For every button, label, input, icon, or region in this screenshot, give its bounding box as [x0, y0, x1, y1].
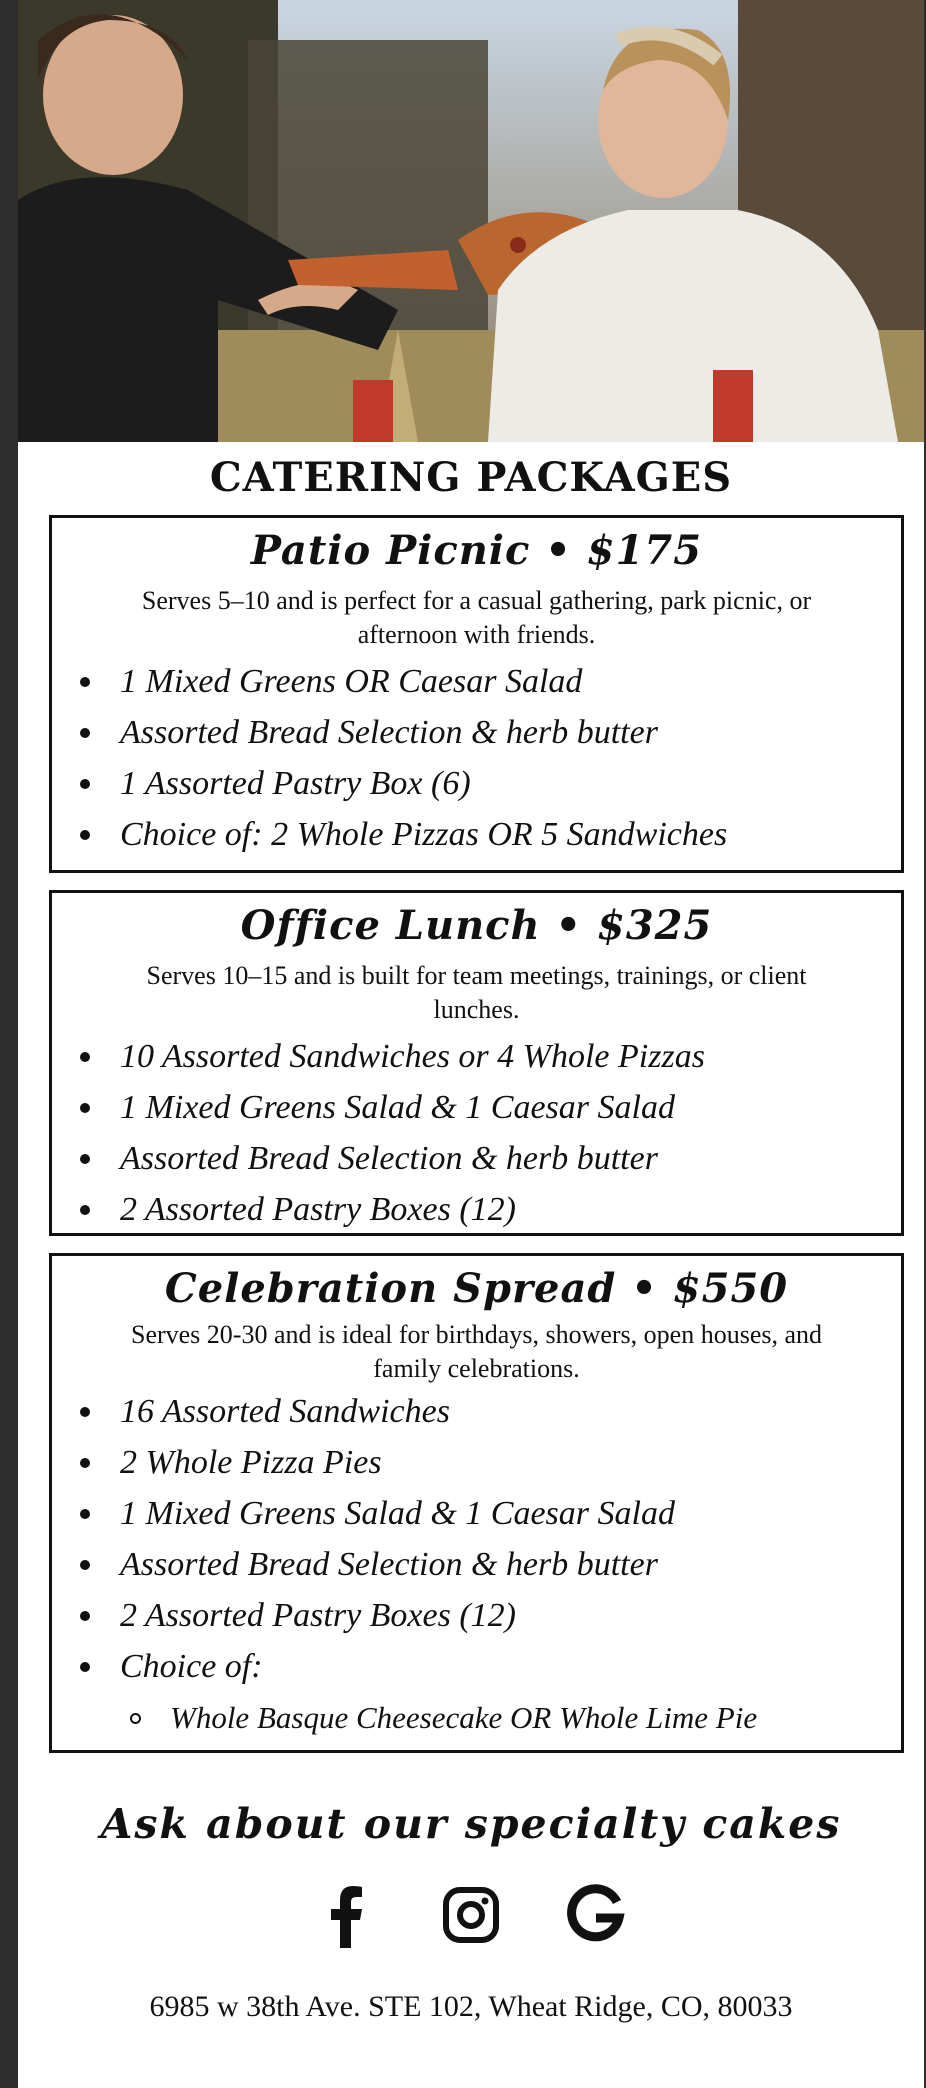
bullet-icon	[80, 1560, 90, 1570]
package-title: Patio Picnic • $175	[250, 527, 703, 574]
package-items	[78, 1031, 875, 1235]
catering-flyer	[18, 0, 924, 2088]
list-item: 1 Mixed Greens OR Caesar Salad	[78, 656, 875, 707]
package-title: Office Lunch • $325	[240, 902, 713, 949]
photo-two-women-sharing-pizza-icon	[18, 0, 924, 442]
package-description: Serves 5–10 and is perfect for a casual gathering, park picnic, or afternoon with friends.	[141, 586, 812, 649]
package-description: Serves 20-30 and is ideal for birthdays, showers, open houses, and family celebrations.	[130, 1320, 823, 1383]
bullet-icon	[80, 1154, 90, 1164]
list-item: Choice of: 2 Whole Pizzas OR 5 Sandwiches	[78, 809, 875, 860]
package-items	[78, 656, 875, 860]
facebook-icon[interactable]	[317, 1882, 377, 1948]
list-item: 2 Assorted Pastry Boxes (12)	[78, 1590, 875, 1641]
package-office-lunch	[49, 890, 904, 1236]
package-items	[78, 1386, 875, 1743]
social-links	[18, 1880, 924, 1950]
bullet-icon	[80, 677, 90, 687]
google-icon[interactable]	[565, 1882, 625, 1948]
bullet-icon	[80, 1662, 90, 1672]
address: 6985 w 38th Ave. STE 102, Wheat Ridge, CO, 80033	[149, 1990, 793, 2023]
list-item: 16 Assorted Sandwiches	[78, 1386, 875, 1437]
specialty-cakes-note: Ask about our specialty cakes	[100, 1800, 842, 1848]
hollow-bullet-icon	[130, 1713, 141, 1724]
bullet-icon	[80, 830, 90, 840]
bullet-icon	[80, 1205, 90, 1215]
list-item: Assorted Bread Selection & herb butter	[78, 707, 875, 758]
package-description: Serves 10–15 and is built for team meetings, trainings, or client lunches.	[146, 961, 807, 1024]
list-subitem: Whole Basque Cheesecake OR Whole Lime Pie	[78, 1692, 875, 1743]
bullet-icon	[80, 1611, 90, 1621]
instagram-icon[interactable]	[441, 1882, 501, 1948]
list-item: 2 Assorted Pastry Boxes (12)	[78, 1184, 875, 1235]
bullet-icon	[80, 779, 90, 789]
list-item: 10 Assorted Sandwiches or 4 Whole Pizzas	[78, 1031, 875, 1082]
package-patio-picnic	[49, 515, 904, 873]
list-item: 1 Mixed Greens Salad & 1 Caesar Salad	[78, 1488, 875, 1539]
package-title: Celebration Spread • $550	[164, 1265, 789, 1312]
bullet-icon	[80, 1458, 90, 1468]
list-item: Assorted Bread Selection & herb butter	[78, 1133, 875, 1184]
bullet-icon	[80, 728, 90, 738]
list-item: 2 Whole Pizza Pies	[78, 1437, 875, 1488]
package-celebration-spread	[49, 1253, 904, 1753]
list-item: 1 Assorted Pastry Box (6)	[78, 758, 875, 809]
list-item: 1 Mixed Greens Salad & 1 Caesar Salad	[78, 1082, 875, 1133]
bullet-icon	[80, 1052, 90, 1062]
hero-photo	[18, 0, 924, 442]
list-item: Choice of:	[78, 1641, 875, 1692]
list-item: Assorted Bread Selection & herb butter	[78, 1539, 875, 1590]
page-title: CATERING PACKAGES	[209, 454, 733, 501]
bullet-icon	[80, 1407, 90, 1417]
bullet-icon	[80, 1103, 90, 1113]
bullet-icon	[80, 1509, 90, 1519]
